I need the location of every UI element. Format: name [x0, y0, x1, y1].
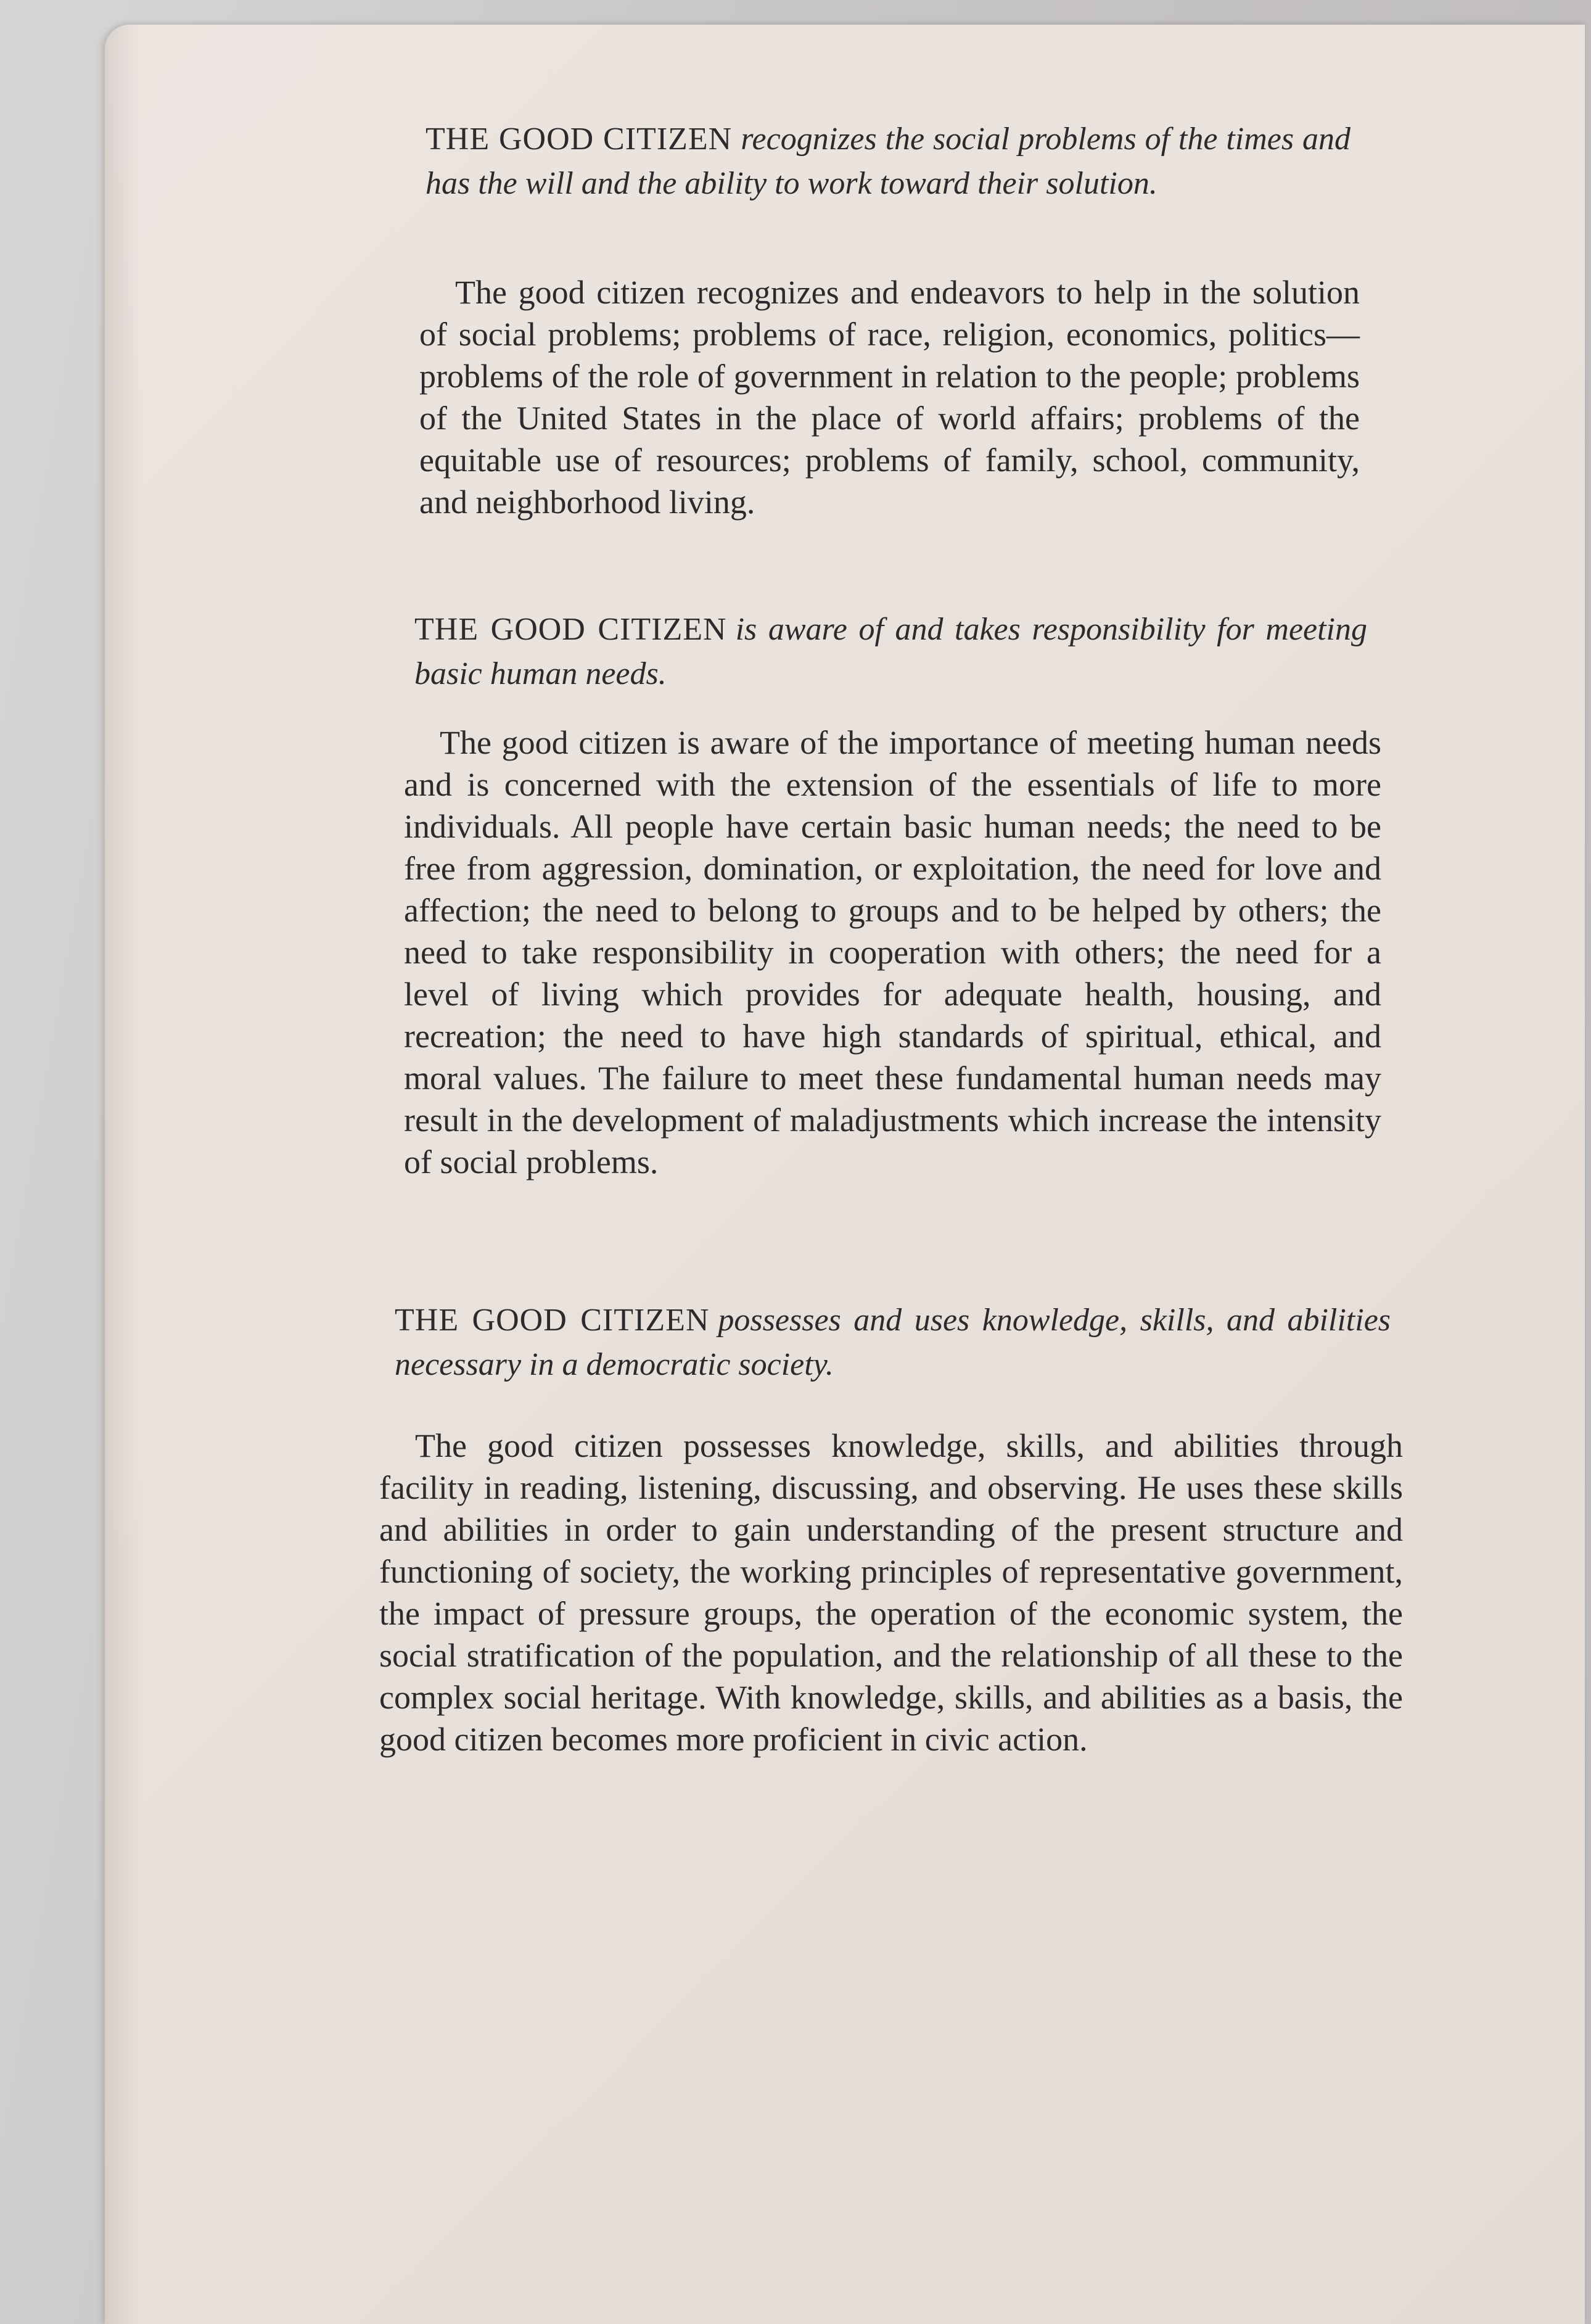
section-2-paragraph — [404, 722, 1381, 1183]
section-3-body: The good citizen possesses knowledge, skills, and abilities through facility in reading, listening, discussing, and observing. He uses these skills and abilities in order to gain understanding of the present structure and functioning of society, the working principles of representative government, the impact of pressure groups, the operation of the economic system, the social stratification of the population, and the relationship of all these to the complex social heritage. With knowledge, skills, and abilities as a basis, the good citizen becomes more proficient in civic action. — [379, 1427, 1403, 1758]
section-1-paragraph — [419, 271, 1360, 523]
section-3-paragraph — [379, 1425, 1403, 1760]
section-3-heading-caps: THE GOOD CITIZEN — [395, 1303, 710, 1338]
section-2-heading — [414, 608, 1367, 696]
section-2-body: The good citizen is aware of the importance of meeting human needs and is concerned with the extension of the essentials of life to more individuals. All people have certain basic human needs; the need to be free from aggression, domination, or exploitation, the need for love and affection; the need to belong to groups and to be helped by others; the need to take responsibility in cooperation with others; the need for a level of living which provides for adequate health, housing, and recreation; the need to have high standards of spiritual, ethical, and moral values. The failure to meet these fundamental human needs may result in the development of maladjustments which increase the intensity of social problems. — [404, 724, 1381, 1181]
section-3-heading-italic: possesses and uses knowledge, skills, and abilities necessary in a democratic society. — [395, 1303, 1391, 1382]
section-1-heading — [426, 117, 1350, 206]
section-1-body: The good citizen recognizes and endeavors to help in the solution of social problems; problems of race, religion, economics, politics—problems of the role of government in relation to the people; problems of the United States in the place of world affairs; problems of the equitable use of resources; problems of family, school, community, and neighborhood living. — [419, 274, 1360, 521]
section-2-heading-italic: is aware of and takes responsibility for meeting basic human needs. — [414, 612, 1368, 691]
section-1-heading-italic: recognizes the social problems of the times and has the will and the ability to work toward their solution. — [426, 122, 1350, 201]
section-2-heading-caps: THE GOOD CITIZEN — [414, 612, 727, 647]
section-3-heading — [395, 1298, 1391, 1387]
section-1-heading-caps: THE GOOD CITIZEN — [426, 122, 733, 157]
